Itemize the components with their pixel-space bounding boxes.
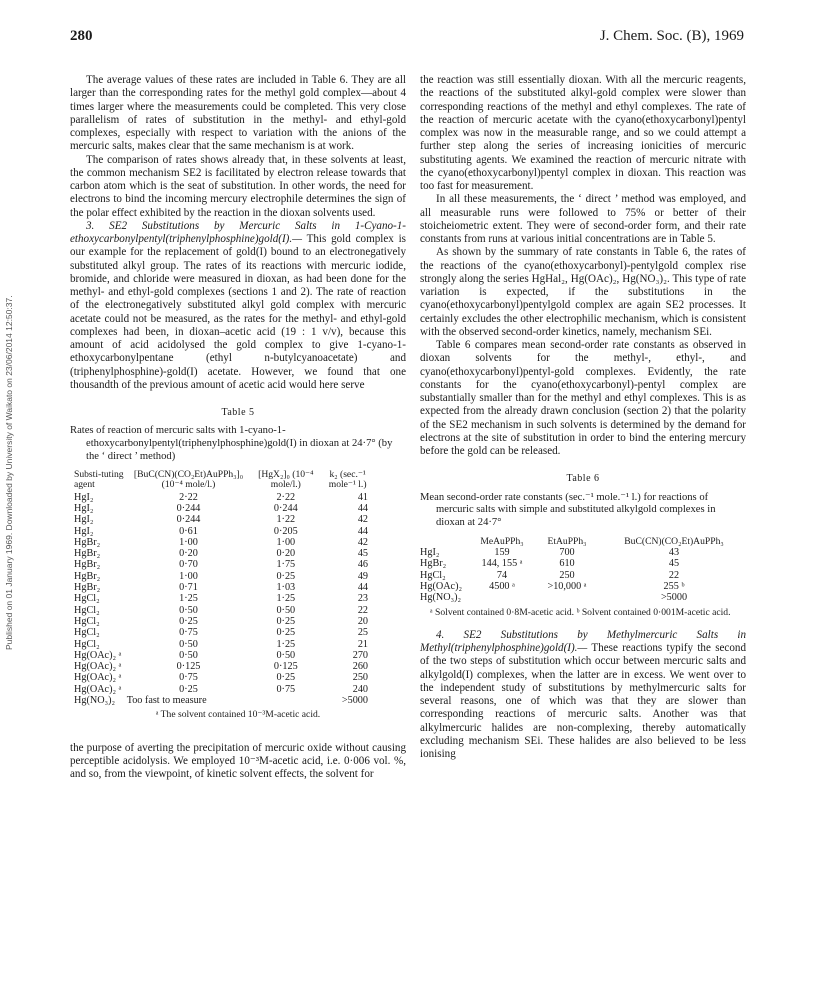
section-3-paragraph — [70, 220, 406, 392]
table-header: Substi-tuting agent — [74, 468, 124, 490]
paragraph-text: These reactions typify the second of the two steps of substitution which occur between mercuric salts and alkylgold(I) complexes, when the latter are in excess. We went over to the independent study of substitutions by methylmercuric salts for several reasons, one of which was that they are slower than corresponding reactions of mercuric salts. Another was that alkylmercuric halides are non-complexing, thereby automatically excluding mechanism SEi. These halides are also believed to be less ionising — [420, 642, 747, 761]
table-cell: HgBr₂ — [74, 536, 101, 548]
table-5-caption: Rates of reaction of mercuric salts with 1-cyano-1-ethoxycarbonylpentyl(triphenylphosphine)gold(I) in dioxan at 24·7° (by the ‘ direct ’ method) — [70, 425, 393, 462]
table-cell: 2·22 — [276, 491, 296, 503]
table-cell — [532, 592, 602, 603]
table-cell: 4500 ᵃ — [489, 581, 515, 593]
table-cell — [472, 592, 532, 603]
table-5-footnote: ᵃ The solvent contained 10⁻³M-acetic acid. — [155, 709, 321, 721]
table-cell: 1·25 — [179, 593, 198, 605]
table-cell: 0·75 — [179, 627, 198, 639]
table-cell: Hg(OAc)₂ ᵃ — [74, 683, 122, 695]
table-cell: 0·25 — [276, 570, 296, 582]
paragraph: As shown by the summary of rate constants in Table 6, the rates of the reactions of the cyano(ethoxycarbonyl)-pentylgold complex rise strongly along the series HgHal₂, Hg(OAc)₂, Hg(NO₃)₂. This type of rate variation is expected, if the substitutions in the cyano(ethoxycarbonyl)pentylgold complex are again SE2 processes. It certainly excludes the other electrophilic mechanism, which is consistent with the observed second-order kinetics, namely, mechanism SEi. — [420, 246, 746, 338]
paragraph: The average values of these rates are included in Table 6. They are all larger than the corresponding rates for the methyl gold complex—about 4 times larger where the measurements could be completed. This very close parallelism of rates of substitution in the methyl- and ethyl-gold complexes, especially with respect to variation with the anions of the mercuric salts, makes clear that the same mechanism is at work. — [70, 74, 406, 153]
left-column — [70, 74, 406, 781]
table-cell: 270 — [352, 649, 368, 661]
table-cell: HgI₂ — [74, 502, 94, 514]
table-cell: 22 — [357, 604, 368, 616]
paragraph: Table 6 compares mean second-order rate constants as observed in dioxan solvents for the methyl-, ethyl-, and cyano(ethoxycarbonyl)pentyl-gold complexes. Evidently, the rate constants for the cyano(ethoxycarbonyl)-pentyl complex are substantially smaller than for the methyl and ethyl complexes. This is as expected from the already drawn conclusion (section 2) that the polarity of the SE2 mechanism in such solvents is determined by the demand for electrons at the site of substitution in order to bind the entering mercury before the gold can be released. — [420, 339, 746, 457]
table-row — [74, 639, 374, 650]
table-row — [74, 559, 374, 570]
paragraph: the reaction was still essentially dioxan. With all the mercuric reagents, the reactions of the substituted alkyl-gold complex were slower than corresponding reactions of the methyl and ethyl complexes. The rate of the reaction of mercuric acetate with the cyano(ethoxycarbonyl)pentyl complex was now in the measurable range, and so we could attempt a further step along the series of increasing ionicities of mercuric substituting agents. We examined the reaction of mercuric nitrate with the cyano(ethoxycarbonyl)pentyl complex in dioxan. This reaction was too fast for measurement. — [420, 74, 746, 192]
table-row — [74, 548, 374, 559]
table-row — [420, 592, 746, 603]
table-cell: 20 — [357, 615, 368, 627]
table-cell: 610 — [559, 558, 575, 570]
table-cell: HgI₂ — [74, 525, 94, 537]
table-cell: 44 — [357, 502, 368, 514]
table-cell: 0·61 — [179, 525, 198, 537]
table-cell: 1·00 — [179, 536, 198, 548]
table-cell: 144, 155 ᵃ — [481, 558, 523, 570]
table-row — [420, 581, 746, 592]
paragraph-text: This gold complex is our example for the replacement of gold(I) bound to an electronegatively substituted alkyl group. The rates of its reactions with mercuric iodide, bromide, and chloride were measured in dioxan, as had been done for the methyl- and ethyl-gold complexes (sections 1 and 2). The rate of reaction of the electronegatively substituted alkyl gold complex with mercuric acetate could not be measured, as the rates for the methyl- and ethyl-gold complexes had been, in dioxan–acetic acid (19 : 1 v/v), because this amount of acid acidolysed the gold complex to give 1-cyano-1-ethoxycarbonylpentane (ethyl n-butylcyanoacetate) and (triphenylphosphine)-gold(I) acetate. However, we found that one thousandth of the previous amount of acetic acid would here serve — [70, 233, 406, 391]
table-cell: 0·20 — [276, 548, 296, 560]
table-cell: 1·25 — [276, 638, 296, 650]
table-cell: HgBr₂ — [74, 548, 101, 560]
section-heading: 4. SE2 Substitutions by Methylmercuric Salts in Methyl(triphenylphosphine)gold(I).— — [420, 628, 746, 655]
table-cell: 49 — [357, 570, 368, 582]
table-cell: 23 — [357, 593, 368, 605]
table-cell: 0·125 — [176, 661, 201, 673]
table-6-label: Table 6 — [566, 473, 600, 485]
table-row — [74, 593, 374, 604]
table-cell: Hg(NO₃)₂ — [74, 694, 116, 706]
table-cell: 22 — [668, 569, 680, 581]
table-header: BuC(CN)(CO₂Et)AuPPh₃ — [624, 535, 724, 547]
table-cell: 45 — [357, 548, 368, 560]
table-row — [74, 616, 374, 627]
table-cell: Hg(OAc)₂ ᵃ — [74, 661, 122, 673]
paragraph: The comparison of rates shows already that, in these solvents at least, the common mechanism SE2 is facilitated by electron release towards that carbon atom which is the seat of substitution. In other words, the need for electrons to bind the incoming mercury electrophile determines the sign of the polar effect exhibited by the reaction in the dioxan solvents used. — [70, 153, 406, 219]
table-cell: Hg(NO₃)₂ — [420, 592, 462, 604]
table-cell: 0·75 — [276, 683, 296, 695]
table-cell: 0·244 — [273, 502, 298, 514]
table-cell: 21 — [357, 638, 368, 650]
table-cell: 0·75 — [179, 672, 198, 684]
table-cell: 0·70 — [179, 559, 198, 571]
table-cell: 0·125 — [273, 661, 298, 673]
table-row — [74, 582, 374, 593]
table-header: EtAuPPh₃ — [547, 535, 587, 547]
table-cell: 46 — [357, 559, 368, 571]
table-cell: HgI₂ — [420, 547, 440, 559]
table-cell: 0·25 — [179, 683, 198, 695]
table-cell: 0·71 — [179, 582, 198, 594]
table-row — [420, 558, 746, 569]
table-cell: >5000 — [660, 592, 688, 604]
table-cell: >10,000 ᵃ — [547, 581, 587, 593]
table-cell: 0·50 — [179, 638, 198, 650]
table-cell: 44 — [357, 582, 368, 594]
table-cell: >5000 — [341, 694, 368, 706]
table-cell: 159 — [494, 547, 510, 559]
table-cell: Hg(OAc)₂ — [420, 581, 463, 593]
table-row — [74, 503, 374, 514]
table-row — [420, 547, 746, 558]
table-row — [420, 570, 746, 581]
table-cell: Too fast to measure — [126, 694, 207, 706]
table-cell: 250 — [352, 672, 368, 684]
table-6 — [420, 536, 746, 604]
table-cell: HgCl₂ — [74, 627, 100, 639]
table-header: MeAuPPh₃ — [480, 535, 524, 547]
table-cell: 1·25 — [276, 593, 296, 605]
table-cell: 250 — [559, 569, 575, 581]
table-cell: HgBr₂ — [74, 582, 101, 594]
table-cell: Hg(OAc)₂ ᵃ — [74, 649, 122, 661]
paragraph: the purpose of averting the precipitation of mercuric oxide without causing perceptible acidolysis. We employed 10⁻³M-acetic acid, i.e. 0·006 vol. %, and so, from the viewpoint, of kinetic solvent effects, the solvent for — [70, 741, 406, 781]
table-cell: 0·244 — [176, 514, 201, 526]
table-cell: 44 — [357, 525, 368, 537]
table-header: k₂ (sec.⁻¹ mole⁻¹ l.) — [328, 468, 367, 490]
table-cell: 74 — [496, 569, 508, 581]
table-cell: 0·25 — [276, 615, 296, 627]
journal-header: J. Chem. Soc. (B), 1969 — [599, 28, 744, 44]
table-cell: 1·00 — [179, 570, 198, 582]
table-cell: 0·20 — [179, 548, 198, 560]
page-number: 280 — [70, 28, 93, 44]
table-cell: HgI₂ — [74, 491, 94, 503]
table-cell: 0·25 — [179, 615, 198, 627]
table-cell: HgCl₂ — [420, 569, 446, 581]
table-cell: HgI₂ — [74, 514, 94, 526]
table-row — [74, 672, 374, 683]
section-4-paragraph — [420, 629, 746, 762]
table-cell: 1·03 — [276, 582, 296, 594]
table-cell: 0·25 — [276, 627, 296, 639]
section-heading: 3. SE2 Substitutions by Mercuric Salts in 1-Cyano-1-ethoxycarbonylpentyl(triphenylphosphine)gold(I).— — [70, 219, 406, 245]
table-cell: HgBr₂ — [74, 570, 101, 582]
table-row — [74, 695, 374, 706]
table-row — [74, 605, 374, 616]
table-row — [74, 526, 374, 537]
paragraph: In all these measurements, the ‘ direct ’ method was employed, and all measurable runs were followed to 75% or better of their stoicheiometric extent. They were of second-order form, and their rate constants from runs at various initial concentrations are in Table 5. — [420, 193, 746, 245]
table-cell: 1·22 — [276, 514, 296, 526]
table-cell: 0·50 — [179, 604, 198, 616]
table-cell: HgCl₂ — [74, 604, 100, 616]
table-cell: 0·50 — [276, 604, 296, 616]
table-row — [74, 492, 374, 503]
table-row — [74, 571, 374, 582]
table-cell: HgBr₂ — [420, 558, 447, 570]
table-cell: Hg(OAc)₂ ᵃ — [74, 672, 122, 684]
download-watermark — [4, 130, 18, 650]
table-cell: HgCl₂ — [74, 615, 100, 627]
table-5-label: Table 5 — [221, 407, 255, 418]
table-row — [74, 627, 374, 638]
table-cell: HgCl₂ — [74, 593, 100, 605]
table-5 — [74, 470, 374, 707]
table-cell: 43 — [668, 547, 680, 559]
table-cell: 0·244 — [176, 502, 201, 514]
table-6-footnote: ᵃ Solvent contained 0·8M-acetic acid. ᵇ Solvent contained 0·001M-acetic acid. — [430, 606, 731, 618]
table-cell: 240 — [352, 683, 368, 695]
table-6-caption: Mean second-order rate constants (sec.⁻¹ mole.⁻¹ l.) for reactions of mercuric salts with simple and substituted alkylgold complexes in dioxan at 24·7° — [420, 491, 716, 529]
table-cell: 1·75 — [276, 559, 296, 571]
right-column — [420, 74, 746, 761]
table-cell: HgCl₂ — [74, 638, 100, 650]
table-cell: 0·25 — [276, 672, 296, 684]
table-cell: 1·00 — [276, 536, 296, 548]
table-cell: 42 — [357, 536, 368, 548]
table-row — [74, 661, 374, 672]
table-header: [HgX₂]₀ (10⁻⁴ mole/l.) — [258, 468, 314, 490]
table-cell: 25 — [357, 627, 368, 639]
table-cell: 2·22 — [179, 491, 198, 503]
table-cell: 0·50 — [276, 649, 296, 661]
table-row — [74, 514, 374, 525]
table-cell: 0·50 — [179, 649, 198, 661]
table-cell: 700 — [559, 547, 575, 559]
table-cell: HgBr₂ — [74, 559, 101, 571]
download-watermark-text: Published on 01 January 1969. Downloaded by University of Waikato on 23/06/2014 12:50:37. — [4, 295, 14, 650]
table-row — [74, 650, 374, 661]
table-header — [420, 536, 472, 547]
table-cell: 260 — [352, 661, 368, 673]
table-cell: 41 — [357, 491, 368, 503]
table-header: [BuC(CN)(CO₂Et)AuPPh₃]₀ (10⁻⁴ mole/l.) — [133, 468, 244, 490]
table-row — [74, 684, 374, 695]
table-row — [74, 537, 374, 548]
table-cell: 42 — [357, 514, 368, 526]
table-cell: 0·205 — [273, 525, 298, 537]
table-cell: 255 ᵇ — [663, 581, 685, 593]
table-cell: 45 — [668, 558, 680, 570]
